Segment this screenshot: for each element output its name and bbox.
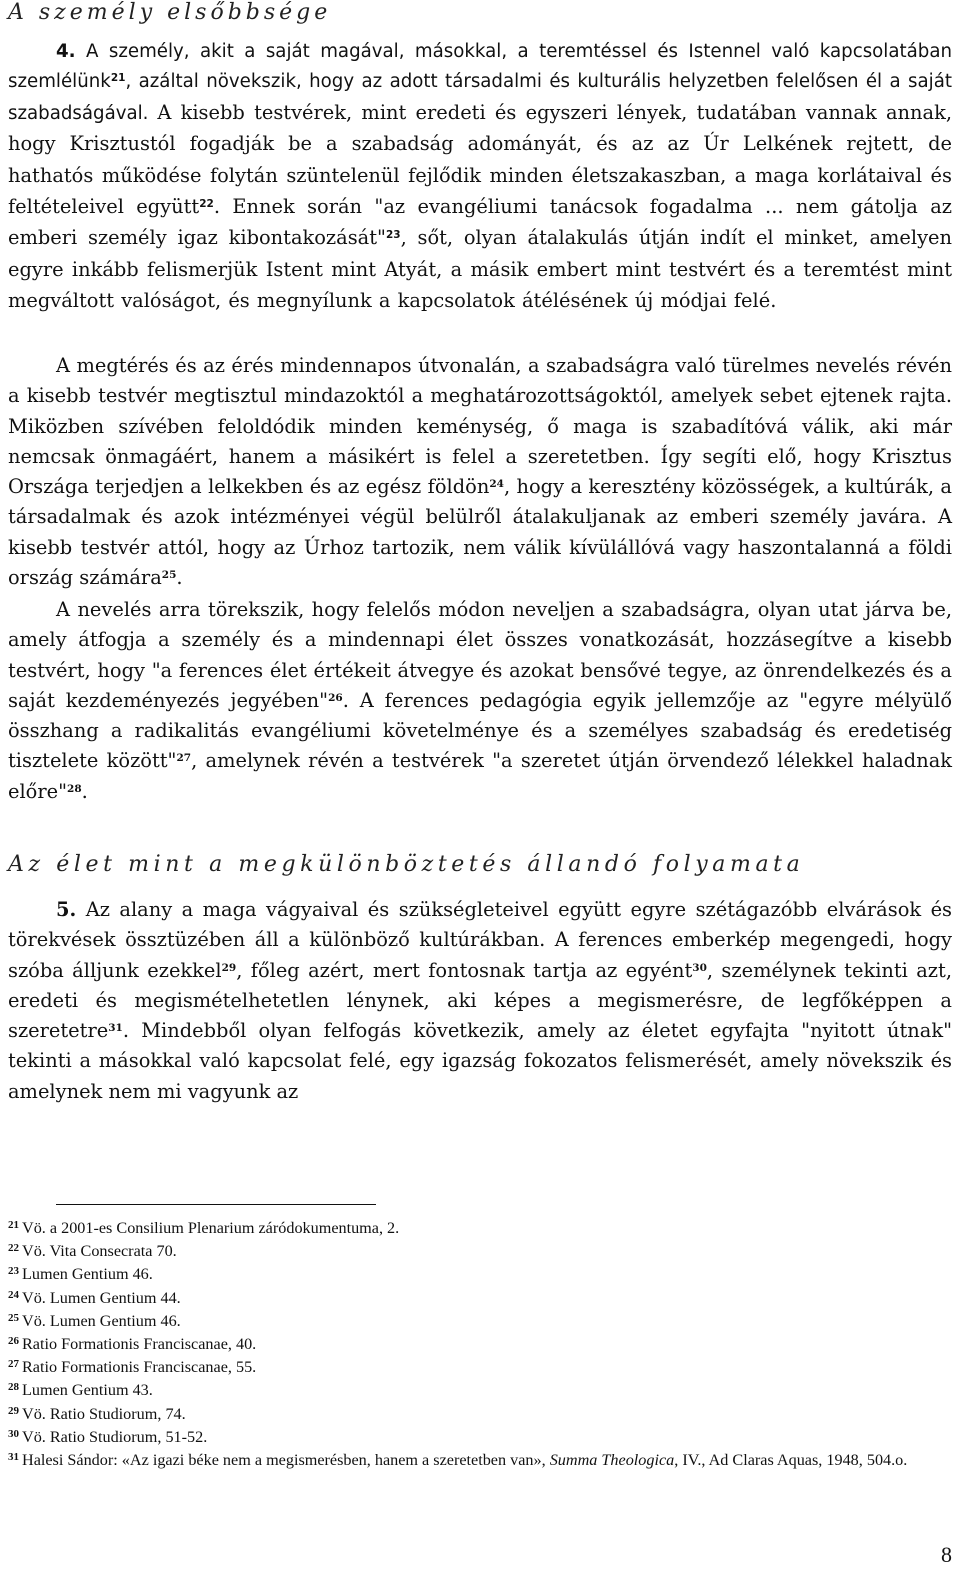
footnote-ref-31[interactable]: 31 <box>108 1022 123 1035</box>
footnote-text: Vö. a 2001-es Consilium Plenarium záródokumentuma, 2. <box>22 1219 400 1237</box>
paragraph-text: . A ferences pedagógia egyik jellemzője az "egyre mélyülő összhang a radikalitás evangéliumi követelménye és a személyes szabadság és eredetiség tisztelete között" <box>8 688 952 773</box>
paragraph-number: 4. <box>56 41 76 62</box>
footnote <box>8 1287 952 1310</box>
footnote-number: 24 <box>8 1288 19 1301</box>
section-heading-person-priority: A személy elsőbbsége <box>8 0 332 25</box>
footnote-work-title: Summa Theologica <box>549 1451 675 1470</box>
footnote-ref-22[interactable]: 22 <box>199 198 214 211</box>
footnote-text: Lumen Gentium 43. <box>22 1381 153 1400</box>
footnote-text: Ratio Formationis Franciscanae, 55. <box>22 1358 257 1377</box>
footnote-separator <box>56 1204 376 1205</box>
paragraph-text: . Mindebből olyan felfogás következik, amely az életet egyfajta "nyitott útnak" tekinti a másokkal való kapcsolat felé, egy igazság fokozatos felismerését, amely növekszik és amelynek nem mi vagyunk az <box>8 1019 952 1103</box>
paragraph-text: , azáltal növekszik, hogy az adott társadalmi és kulturális helyzetben felelősen él a saját szabadságával. <box>8 71 952 124</box>
footnote <box>8 1356 952 1379</box>
footnote <box>8 1449 952 1472</box>
paragraph-text: Az alany a maga vágyaival és szükségleteivel együtt egyre szétágazóbb elvárások és törekvések össztüzében áll a különböző kultúrákban. A ferences emberkép megengedi, hogy szóba álljunk ezekkel <box>8 898 952 982</box>
footnote <box>8 1426 952 1449</box>
footnote-ref-24[interactable]: 24 <box>489 478 504 491</box>
footnote-text: Vö. Vita Consecrata 70. <box>22 1242 177 1261</box>
footnote-ref-21[interactable]: 21 <box>110 72 126 85</box>
footnote-number: 29 <box>8 1404 19 1417</box>
footnote-ref-29[interactable]: 29 <box>221 961 237 974</box>
footnote-ref-30[interactable]: 30 <box>692 961 707 974</box>
paragraph-text: . Ennek során "az evangéliumi tanácsok fogadalma ... nem gátolja az emberi személy igaz kibontakozását" <box>8 195 953 250</box>
footnote-text: Ratio Formationis Franciscanae, 40. <box>22 1335 257 1354</box>
footnote <box>8 1263 952 1286</box>
paragraph-text: , személynek tekinti azt, eredeti és megismételhetetlen lénynek, aki képes a megismerésre, de legfőképpen a szeretetre <box>8 958 952 1043</box>
paragraph-conversion <box>8 351 952 593</box>
footnote-number: 23 <box>8 1265 19 1278</box>
footnote <box>8 1379 952 1402</box>
footnote-text: Vö. Ratio Studiorum, 51-52. <box>22 1427 208 1446</box>
footnote-ref-23[interactable]: 23 <box>385 229 401 242</box>
paragraph-text: , hogy a keresztény közösségek, a kultúrák, a társadalmak és azok intézményei végül belülről átalakuljanak az emberi személy javára. A kisebb testvér attól, hogy az Úrhoz tartozik, nem válik kívülállóvá vagy haszontalanná a földi ország számára <box>8 475 952 590</box>
footnote-text: Vö. Lumen Gentium 46. <box>22 1311 181 1330</box>
paragraph-text: , sőt, olyan átalakulás útján indít el minket, amelyen egyre inkább felismerjük Istent mint Atyát, a másik embert mint testvért és a teremtést mint megváltott valóságot, és megnyílunk a kapcsolatok átélésének új módjai felé. <box>8 226 952 313</box>
paragraph-text: A kisebb testvérek, mint eredeti és egyszeri lények, tudatában vannak annak, hogy Krisztustól fogadják be a szabadság adományát, és az az Úr Lelkének rejtett, de hathatós működése folytán szüntelenül fejlődik minden életszakaszban, a maga korlátaival és feltételeivel együtt <box>8 100 952 219</box>
footnote-number: 28 <box>8 1381 19 1394</box>
footnote-ref-28[interactable]: 28 <box>67 782 82 795</box>
footnote-number: 25 <box>8 1311 19 1324</box>
paragraph-text: . <box>176 566 183 590</box>
paragraph-education <box>8 595 952 807</box>
footnote <box>8 1310 952 1333</box>
paragraph-text: , amelynek révén a testvérek "a szeretet útján örvendező lélekkel haladnak előre" <box>8 749 953 803</box>
footnote-text: , IV., Ad Claras Aquas, 1948, 504.o. <box>674 1451 908 1470</box>
footnote-text: Lumen Gentium 46. <box>22 1265 153 1284</box>
page-number: 8 <box>941 1542 952 1567</box>
paragraph-text: , főleg azért, mert fontosnak tartja az egyént <box>236 958 693 982</box>
footnote <box>8 1217 952 1240</box>
footnote <box>8 1403 952 1426</box>
footnote-number: 26 <box>8 1335 19 1348</box>
footnote-number: 30 <box>8 1427 19 1440</box>
paragraph-5 <box>8 895 952 1107</box>
footnote-number: 21 <box>8 1219 19 1231</box>
paragraph-text: A nevelés arra törekszik, hogy felelős módon neveljen a szabadságra, olyan utat járva be, amely átfogja a személy és a mindennapi élet összes vonatkozását, hozzásegítve a kisebb testvért, hogy "a ferences élet értékeit átvegye és azokat bensővé tegye, az önrendelkezés és a saját kezdeményezés jegyében" <box>8 598 952 712</box>
footnote-text: Vö. Ratio Studiorum, 74. <box>22 1404 186 1423</box>
paragraph-number: 5. <box>56 898 77 921</box>
footnote-ref-27[interactable]: 27 <box>176 752 192 765</box>
paragraph-text: . <box>81 779 88 803</box>
footnote <box>8 1240 952 1263</box>
paragraph-text: A személy, akit a saját magával, másokkal, a teremtéssel és Istennel való kapcsolatában szemlélünk <box>8 41 952 93</box>
footnote-number: 27 <box>8 1358 19 1371</box>
paragraph-text: A megtérés és az érés mindennapos útvonalán, a szabadságra való türelmes nevelés révén a kisebb testvér megtisztul mindazoktól a meghatározottságoktól, amelyek sebet ejtenek rajta. Miközben szívében feloldódik minden keménység, ő maga is szabadítóvá válik, aki már nemcsak önmagáért, hanem a másikért is felel a szeretetben. Így segíti elő, hogy Krisztus Országa terjedjen a lelkekben és az egész földön <box>8 354 952 499</box>
footnote-ref-25[interactable]: 25 <box>161 569 177 582</box>
section-heading-discernment: Az élet mint a megkülönböztetés állandó folyamata <box>8 852 805 877</box>
footnote-ref-26[interactable]: 26 <box>328 691 343 704</box>
paragraph-4-sans <box>8 37 952 318</box>
footnotes <box>8 1217 952 1472</box>
footnote <box>8 1333 952 1356</box>
footnote-number: 31 <box>8 1451 19 1464</box>
footnote-number: 22 <box>8 1242 19 1255</box>
footnote-text: Halesi Sándor: «Az igazi béke nem a megismerésben, hanem a szeretetben van», <box>22 1451 550 1470</box>
footnote-text: Vö. Lumen Gentium 44. <box>22 1288 181 1307</box>
